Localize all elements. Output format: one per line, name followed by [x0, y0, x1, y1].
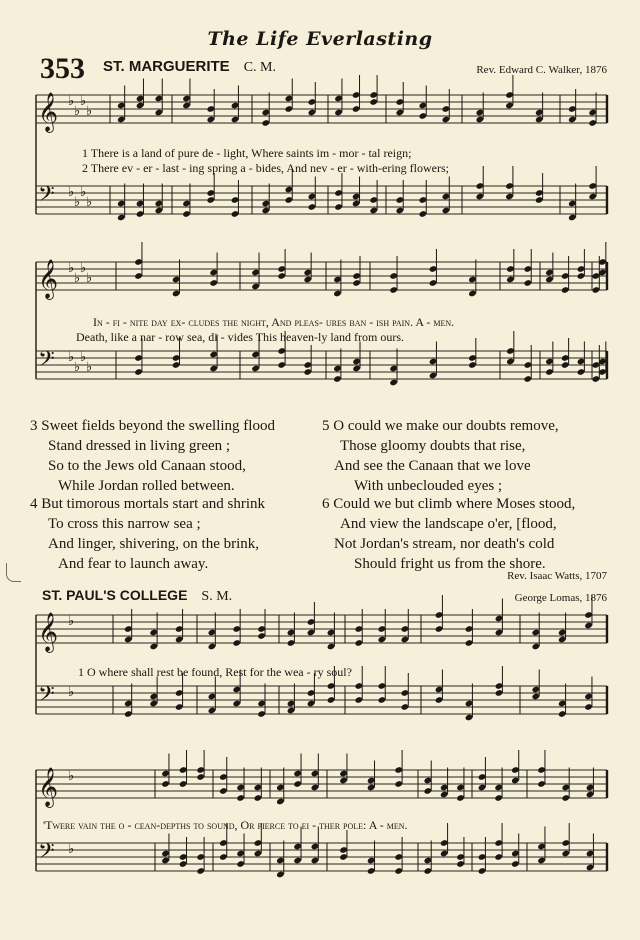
verse-line: And see the Canaan that we love: [334, 458, 531, 474]
flat-icon: ♭: [74, 195, 81, 210]
flat-icon: ♭: [86, 195, 93, 210]
hymn2-author: George Lomas, 1876: [514, 592, 607, 604]
text-author: Rev. Isaac Watts, 1707: [507, 570, 607, 582]
lyric-line: 1 There is a land of pure de - light, Where saints im - mor - tal reign;: [82, 146, 412, 160]
tune-meter: C. M.: [243, 60, 276, 75]
treble-clef-icon: 𝄞: [38, 612, 59, 652]
tune-name-text: ST. PAUL'S COLLEGE: [42, 587, 188, 603]
tune-name-st-marguerite: [103, 58, 276, 76]
bass-clef-icon: 𝄢: [38, 347, 55, 377]
verse-line: Those gloomy doubts that rise,: [340, 438, 526, 454]
verse-line: So to the Jews old Canaan stood,: [48, 458, 246, 474]
treble-clef-icon: 𝄞: [38, 259, 59, 299]
flat-icon: ♭: [80, 261, 87, 276]
verse-line: Should fright us from the shore.: [354, 556, 546, 572]
verse-line: And linger, shivering, on the brink,: [48, 536, 260, 552]
verse-line: 3 Sweet fields beyond the swelling flood: [30, 418, 275, 434]
verse-line: With unbeclouded eyes ;: [354, 478, 503, 494]
flat-icon: ♭: [68, 842, 75, 857]
music-system-4: [0, 760, 640, 920]
flat-icon: ♭: [68, 94, 75, 109]
lyric-line: 1 O where shall rest be found, Rest for the wea - ry soul?: [78, 665, 352, 679]
flat-icon: ♭: [74, 271, 81, 286]
flat-icon: ♭: [68, 769, 75, 784]
verse-line: 4 But timorous mortals start and shrink: [30, 496, 265, 512]
verse-line: And view the landscape o'er, [flood,: [340, 516, 557, 532]
verse-4: [30, 494, 265, 574]
hymn-number: 353: [40, 52, 85, 85]
page-title: The Life Everlasting: [207, 28, 433, 50]
flat-icon: ♭: [68, 261, 75, 276]
flat-icon: ♭: [86, 360, 93, 375]
verse-line: Not Jordan's stream, nor death's cold: [334, 536, 555, 552]
flat-icon: ♭: [74, 104, 81, 119]
treble-clef-icon: 𝄞: [38, 92, 59, 132]
hymn1-author: Rev. Edward C. Walker, 1876: [476, 64, 607, 76]
bass-clef-icon: 𝄢: [38, 682, 55, 712]
verse-line: To cross this narrow sea ;: [48, 516, 201, 532]
flat-icon: ♭: [80, 94, 87, 109]
tune-name-text: ST. MARGUERITE: [103, 58, 230, 75]
tune-name-st-pauls-college: [42, 587, 232, 605]
verse-line: While Jordan rolled between.: [58, 478, 235, 494]
margin-mark: [6, 563, 21, 582]
flat-icon: ♭: [68, 614, 75, 629]
flat-icon: ♭: [80, 185, 87, 200]
lyric-line: Death, like a nar - row sea, di - vides This heaven-ly land from ours.: [76, 330, 405, 344]
flat-icon: ♭: [86, 271, 93, 286]
flat-icon: ♭: [68, 185, 75, 200]
verse-line: Stand dressed in living green ;: [48, 438, 231, 454]
verse-line: 6 Could we but climb where Moses stood,: [322, 496, 576, 512]
verse-5: [322, 416, 559, 496]
lyric-line: 'Twere vain the o - cean-depths to sound, Or pierce to ei - ther pole: A - men.: [43, 818, 408, 832]
verse-3: [30, 416, 275, 496]
flat-icon: ♭: [74, 360, 81, 375]
lyric-line: 2 There ev - er - last - ing spring a - bides, And nev - er - with-ering flowers;: [82, 161, 450, 175]
music-system-3: [0, 605, 640, 765]
flat-icon: ♭: [86, 104, 93, 119]
lyric-line: In - fi - nite day ex- cludes the night, And pleas- ures ban - ish pain. A - men.: [93, 315, 455, 329]
verse-line: And fear to launch away.: [58, 556, 209, 572]
flat-icon: ♭: [68, 685, 75, 700]
treble-clef-icon: 𝄞: [38, 767, 59, 807]
verse-line: 5 O could we make our doubts remove,: [322, 418, 559, 434]
tune-meter: S. M.: [201, 589, 233, 604]
verse-6: [322, 494, 575, 574]
flat-icon: ♭: [68, 350, 75, 365]
flat-icon: ♭: [80, 350, 87, 365]
bass-clef-icon: 𝄢: [38, 182, 55, 212]
bass-clef-icon: 𝄢: [38, 839, 55, 869]
